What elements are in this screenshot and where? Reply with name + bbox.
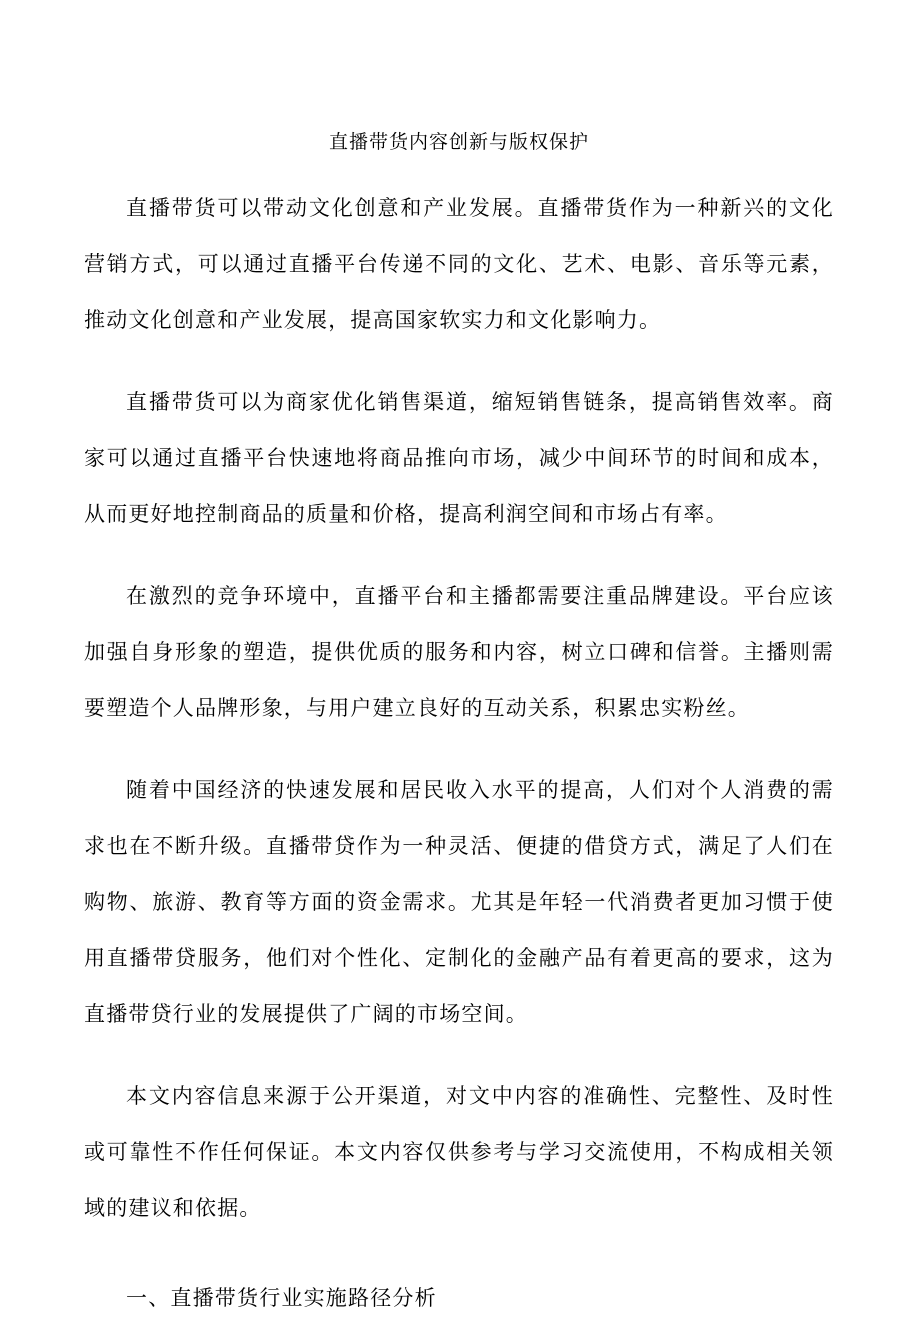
paragraph-brand-building: 在激烈的竞争环境中，直播平台和主播都需要注重品牌建设。平台应该加强自身形象的塑造，提供优质的服务和内容，树立口碑和信誉。主播则需要塑造个人品牌形象，与用户建立良好的互动关系，积累忠实粉丝。 bbox=[84, 584, 834, 720]
paragraph-consumer-demand: 随着中国经济的快速发展和居民收入水平的提高，人们对个人消费的需求也在不断升级。直播带贷作为一种灵活、便捷的借贷方式，满足了人们在购物、旅游、教育等方面的资金需求。尤其是年轻一代消费者更加习惯于使用直播带贷服务，他们对个性化、定制化的金融产品有着更高的要求，这为直播带贷行业的发展提供了广阔的市场空间。 bbox=[84, 778, 834, 1026]
paragraph-cultural-creativity: 直播带货可以带动文化创意和产业发展。直播带货作为一种新兴的文化营销方式，可以通过直播平台传递不同的文化、艺术、电影、音乐等元素，推动文化创意和产业发展，提高国家软实力和文化影响力。 bbox=[84, 196, 834, 332]
document-title: 直播带货内容创新与版权保护 bbox=[328, 131, 589, 153]
paragraph-disclaimer: 本文内容信息来源于公开渠道，对文中内容的准确性、完整性、及时性或可靠性不作任何保证。本文内容仅供参考与学习交流使用，不构成相关领域的建议和依据。 bbox=[84, 1084, 834, 1220]
section-heading: 一、直播带货行业实施路径分析 bbox=[126, 1286, 437, 1310]
paragraph-sales-channels: 直播带货可以为商家优化销售渠道，缩短销售链条，提高销售效率。商家可以通过直播平台快速地将商品推向市场，减少中间环节的时间和成本，从而更好地控制商品的质量和价格，提高利润空间和市场占有率。 bbox=[84, 390, 834, 526]
